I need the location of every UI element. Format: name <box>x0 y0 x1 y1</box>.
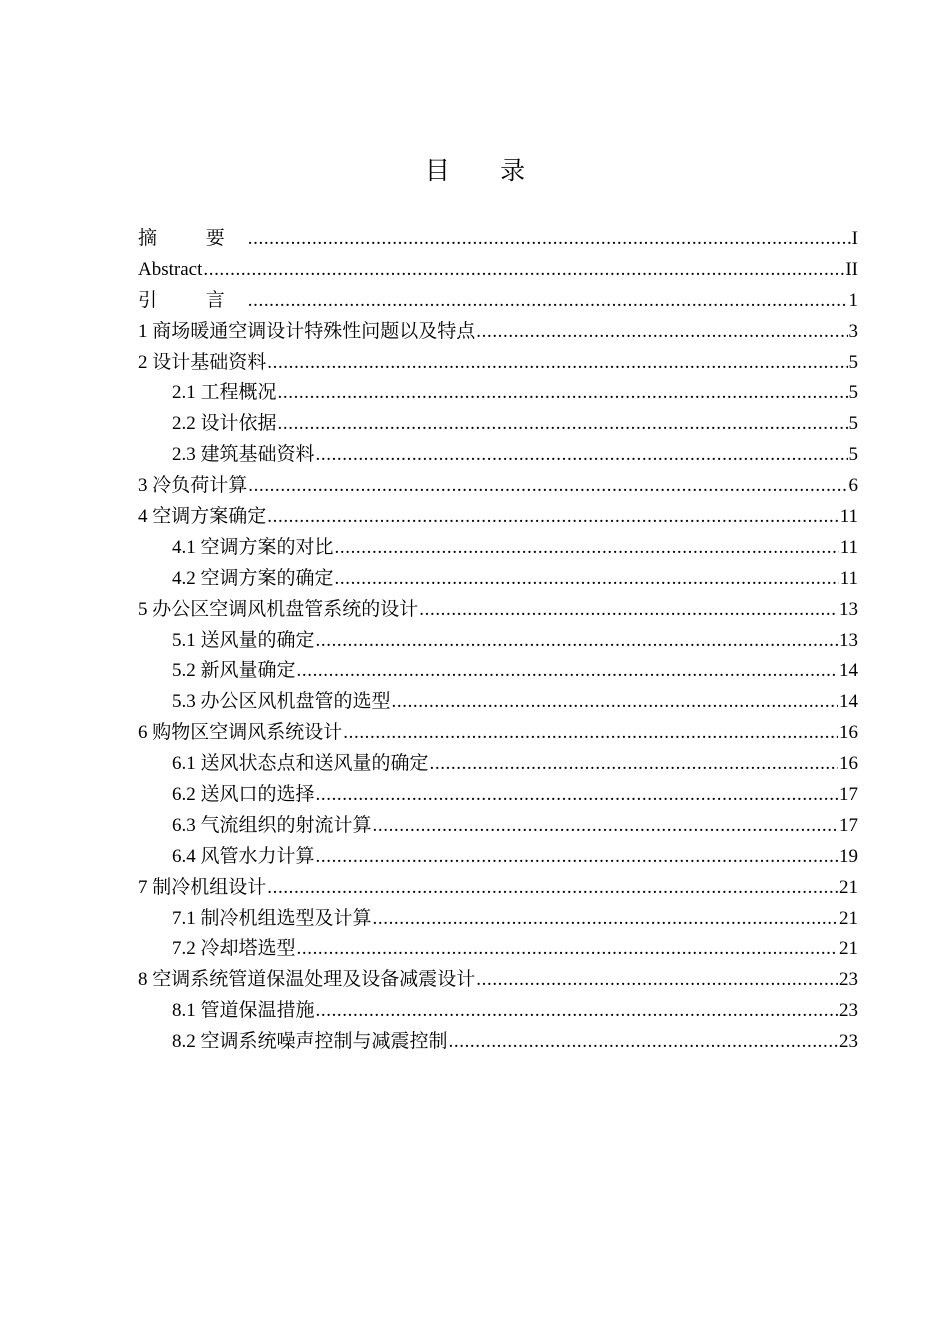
toc-dot-leader <box>476 317 847 348</box>
page-title: 目 录 <box>424 158 548 185</box>
toc-dot-leader <box>297 934 838 965</box>
toc-entry-title: 2 设计基础资料 <box>138 351 267 373</box>
toc-dot-leader <box>248 286 848 317</box>
toc-dot-leader <box>392 687 838 718</box>
toc-dot-leader <box>335 533 839 564</box>
toc-dot-leader <box>335 564 839 595</box>
toc-entry[interactable] <box>138 255 858 286</box>
toc-dot-leader <box>476 965 838 996</box>
toc-entry[interactable] <box>138 934 858 965</box>
toc-entry-title: 4 空调方案确定 <box>138 506 267 528</box>
toc-entry-title: 3 冷负荷计算 <box>138 475 248 497</box>
toc-entry-title: 6.4 风管水力计算 <box>172 845 315 867</box>
toc-dot-leader <box>373 904 838 935</box>
toc-entry[interactable] <box>138 1027 858 1058</box>
toc-entry-title: 2.3 建筑基础资料 <box>172 444 315 466</box>
toc-page-number: 11 <box>839 567 858 589</box>
toc-page-number: 23 <box>839 1031 858 1053</box>
toc-page-number: 5 <box>848 444 858 466</box>
toc-entry[interactable] <box>138 842 858 873</box>
toc-entry[interactable] <box>138 317 858 348</box>
toc-page-number: 23 <box>839 969 858 991</box>
toc-entry-title: 5.2 新风量确定 <box>172 660 296 682</box>
toc-entry-title: 6 购物区空调风系统设计 <box>138 722 343 744</box>
toc-page-number: 5 <box>848 351 858 373</box>
toc-entry[interactable] <box>138 687 858 718</box>
toc-entry-title: 6.1 送风状态点和送风量的确定 <box>172 753 429 775</box>
toc-entry[interactable] <box>138 286 858 317</box>
toc-page-number: 19 <box>839 845 858 867</box>
toc-entry[interactable] <box>138 502 858 533</box>
toc-entry-title: 5.1 送风量的确定 <box>172 629 315 651</box>
toc-dot-leader <box>343 718 838 749</box>
toc-entry-title: 8.1 管道保温措施 <box>172 1000 315 1022</box>
toc-entry-title: 6.3 气流组织的射流计算 <box>172 814 372 836</box>
toc-page-number: 17 <box>839 814 858 836</box>
toc-entry-title: 7.1 制冷机组选型及计算 <box>172 907 372 929</box>
toc-entry-title: 8 空调系统管道保温处理及设备减震设计 <box>138 969 476 991</box>
toc-entry[interactable] <box>138 873 858 904</box>
toc-dot-leader <box>449 1027 838 1058</box>
toc-entry[interactable] <box>138 904 858 935</box>
toc-entry-title: 4.2 空调方案的确定 <box>172 567 334 589</box>
toc-entry-title: 2.1 工程概况 <box>172 382 277 404</box>
toc-dot-leader <box>373 811 838 842</box>
toc-page-number: II <box>845 258 858 280</box>
toc-page-number: 6 <box>848 475 858 497</box>
toc-entry[interactable] <box>138 965 858 996</box>
toc-entry-title: 摘 要 <box>138 228 247 249</box>
toc-entry[interactable] <box>138 378 858 409</box>
toc-page-number: 16 <box>839 722 858 744</box>
toc-page-number: 21 <box>839 907 858 929</box>
toc-page-number: 11 <box>839 536 858 558</box>
toc-entry[interactable] <box>138 533 858 564</box>
toc-page-number: 1 <box>848 289 858 311</box>
toc-dot-leader <box>278 378 848 409</box>
toc-page-number: 16 <box>839 753 858 775</box>
toc-entry-title: 5.3 办公区风机盘管的选型 <box>172 691 391 713</box>
toc-entry-title: 7.2 冷却塔选型 <box>172 938 296 960</box>
toc-entry-title: 7 制冷机组设计 <box>138 876 267 898</box>
toc-dot-leader <box>297 656 838 687</box>
toc-entry[interactable] <box>138 224 858 255</box>
toc-entry[interactable] <box>138 718 858 749</box>
toc-entry[interactable] <box>138 749 858 780</box>
toc-page-number: 21 <box>839 876 858 898</box>
toc-entry[interactable] <box>138 780 858 811</box>
toc-entry[interactable] <box>138 348 858 379</box>
toc-page-number: 13 <box>839 629 858 651</box>
toc-page-number: 17 <box>839 784 858 806</box>
toc-entry[interactable] <box>138 440 858 471</box>
toc-dot-leader <box>430 749 838 780</box>
toc-page-number: 14 <box>839 691 858 713</box>
toc-page-number: 3 <box>848 320 858 342</box>
toc-dot-leader <box>278 409 848 440</box>
toc-entry-title: 引 言 <box>138 289 247 311</box>
table-of-contents <box>138 224 858 1058</box>
toc-entry-title: 1 商场暖通空调设计特殊性问题以及特点 <box>138 320 476 342</box>
toc-page-number: 21 <box>839 938 858 960</box>
toc-page-number: 11 <box>839 506 858 528</box>
toc-entry[interactable] <box>138 996 858 1027</box>
toc-entry[interactable] <box>138 471 858 502</box>
toc-dot-leader <box>248 224 851 255</box>
toc-dot-leader <box>316 626 838 657</box>
toc-entry[interactable] <box>138 409 858 440</box>
toc-entry[interactable] <box>138 656 858 687</box>
toc-entry-title: 6.2 送风口的选择 <box>172 784 315 806</box>
toc-dot-leader <box>267 502 838 533</box>
toc-page-number: 5 <box>848 382 858 404</box>
toc-page-number: 14 <box>839 660 858 682</box>
toc-dot-leader <box>419 595 838 626</box>
toc-entry[interactable] <box>138 595 858 626</box>
toc-dot-leader <box>203 255 844 286</box>
toc-entry[interactable] <box>138 811 858 842</box>
toc-dot-leader <box>316 780 838 811</box>
toc-dot-leader <box>267 873 838 904</box>
toc-page-number: I <box>851 228 858 249</box>
toc-entry-title: 5 办公区空调风机盘管系统的设计 <box>138 598 419 620</box>
toc-entry-title: 2.2 设计依据 <box>172 413 277 435</box>
toc-dot-leader <box>316 440 848 471</box>
toc-dot-leader <box>316 842 838 873</box>
toc-entry[interactable] <box>138 564 858 595</box>
toc-entry-title: Abstract <box>138 258 203 280</box>
toc-dot-leader <box>248 471 847 502</box>
toc-dot-leader <box>316 996 838 1027</box>
toc-page-number: 13 <box>839 598 858 620</box>
toc-entry-title: 4.1 空调方案的对比 <box>172 536 334 558</box>
toc-page-number: 5 <box>848 413 858 435</box>
toc-page-number: 23 <box>839 1000 858 1022</box>
toc-entry-title: 8.2 空调系统噪声控制与减震控制 <box>172 1031 448 1053</box>
toc-entry[interactable] <box>138 626 858 657</box>
toc-dot-leader <box>267 348 847 379</box>
